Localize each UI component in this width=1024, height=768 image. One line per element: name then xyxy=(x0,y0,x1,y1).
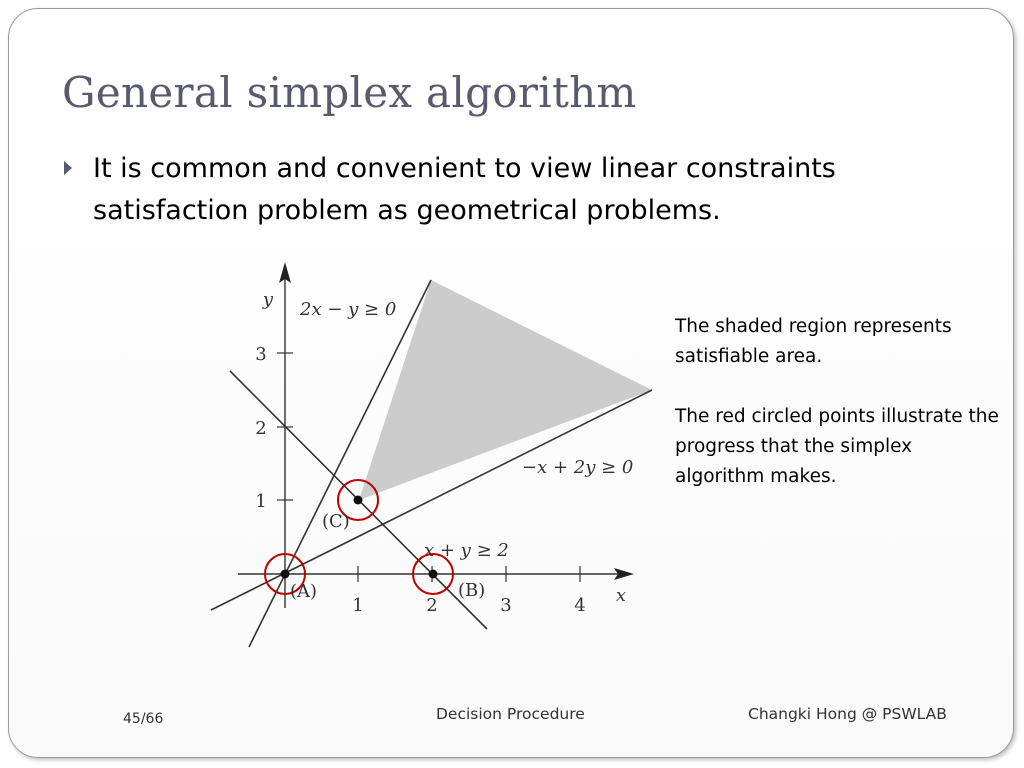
constraint-label-2x-minus-y: 2x − y ≥ 0 xyxy=(300,299,397,320)
point-b-dot xyxy=(429,570,438,579)
point-b-label: (B) xyxy=(458,580,486,601)
y-tick-label-2: 2 xyxy=(255,418,267,439)
x-tick-label-4: 4 xyxy=(574,595,586,616)
y-axis-label: y xyxy=(262,289,274,310)
footer-author: Changki Hong @ PSWLAB xyxy=(748,705,947,723)
constraint-label-neg-x-plus-2y: −x + 2y ≥ 0 xyxy=(522,457,634,478)
constraint-label-x-plus-y: x + y ≥ 2 xyxy=(424,540,509,561)
x-tick-label-3: 3 xyxy=(500,595,512,616)
x-tick-label-2: 2 xyxy=(426,595,438,616)
caption-shaded-region: The shaded region represents satisfiable area. xyxy=(675,316,952,367)
point-c-label: (C) xyxy=(322,511,350,532)
x-axis-label: x xyxy=(615,585,627,606)
y-tick-label-3: 3 xyxy=(255,344,267,365)
point-c-dot xyxy=(354,496,363,505)
page-number: 45/66 xyxy=(123,711,164,727)
bullet-text: It is common and convenient to view linear constraints satisfaction problem as geometrical problems. xyxy=(93,153,836,226)
point-a-dot xyxy=(281,570,290,579)
caption-red-points: The red circled points illustrate the progress that the simplex algorithm makes. xyxy=(675,406,999,487)
diagram-caption xyxy=(675,312,1005,492)
slide-title: General simplex algorithm xyxy=(62,68,637,117)
footer-course: Decision Procedure xyxy=(436,705,585,723)
y-tick-label-1: 1 xyxy=(255,491,267,512)
point-a-label: (A) xyxy=(290,581,318,602)
x-tick-label-1: 1 xyxy=(352,595,364,616)
